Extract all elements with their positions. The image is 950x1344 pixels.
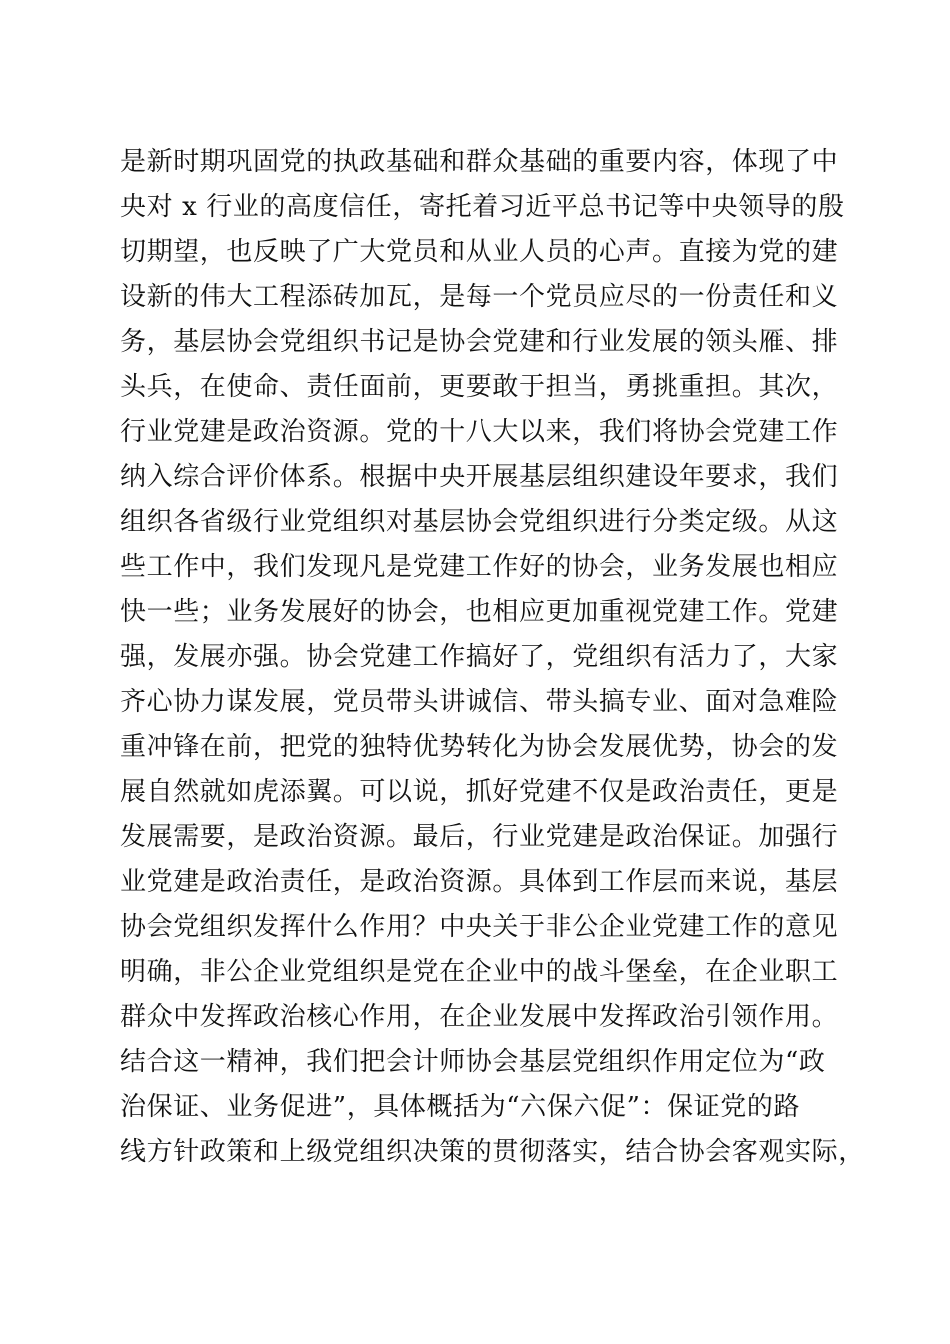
- text-line: 央对 x 行业的高度信任，寄托着习近平总书记等中央领导的殷: [120, 192, 845, 222]
- text-line: 设新的伟大工程添砖加瓦，是每一个党员应尽的一份责任和义: [120, 282, 839, 312]
- text-line: 头兵，在使命、责任面前，更要敢于担当，勇挑重担。其次，: [120, 372, 839, 402]
- text-line: 些工作中，我们发现凡是党建工作好的协会，业务发展也相应: [120, 552, 839, 582]
- text-line: 协会党组织发挥什么作用？中央关于非公企业党建工作的意见: [120, 912, 839, 942]
- text-line: 发展需要，是政治资源。最后，行业党建是政治保证。加强行: [120, 822, 839, 852]
- text-line: 务，基层协会党组织书记是协会党建和行业发展的领头雁、排: [120, 327, 839, 357]
- text-line: 强，发展亦强。协会党建工作搞好了，党组织有活力了，大家: [120, 642, 839, 672]
- text-line: 重冲锋在前，把党的独特优势转化为协会发展优势，协会的发: [120, 732, 839, 762]
- body-text: [120, 140, 865, 1175]
- text-line: 行业党建是政治资源。党的十八大以来，我们将协会党建工作: [120, 417, 839, 447]
- text-line: 纳入综合评价体系。根据中央开展基层组织建设年要求，我们: [120, 462, 839, 492]
- text-line: 快一些；业务发展好的协会，也相应更加重视党建工作。党建: [120, 597, 839, 627]
- text-line: 齐心协力谋发展，党员带头讲诚信、带头搞专业、面对急难险: [120, 687, 839, 717]
- text-line: 治保证、业务促进”，具体概括为“六保六促”：保证党的路: [120, 1092, 801, 1122]
- text-line: 是新时期巩固党的执政基础和群众基础的重要内容，体现了中: [120, 147, 839, 177]
- text-line: 线方针政策和上级党组织决策的贯彻落实，结合协会客观实际，: [120, 1137, 865, 1167]
- text-line: 群众中发挥政治核心作用，在企业发展中发挥政治引领作用。: [120, 1002, 839, 1032]
- text-line: 展自然就如虎添翼。可以说，抓好党建不仅是政治责任，更是: [120, 777, 839, 807]
- text-line: 明确，非公企业党组织是党在企业中的战斗堡垒，在企业职工: [120, 957, 839, 987]
- text-line: 组织各省级行业党组织对基层协会党组织进行分类定级。从这: [120, 507, 839, 537]
- text-line: 切期望，也反映了广大党员和从业人员的心声。直接为党的建: [120, 237, 839, 267]
- text-line: 结合这一精神，我们把会计师协会基层党组织作用定位为“政: [120, 1047, 826, 1077]
- text-line: 业党建是政治责任，是政治资源。具体到工作层而来说，基层: [120, 867, 839, 897]
